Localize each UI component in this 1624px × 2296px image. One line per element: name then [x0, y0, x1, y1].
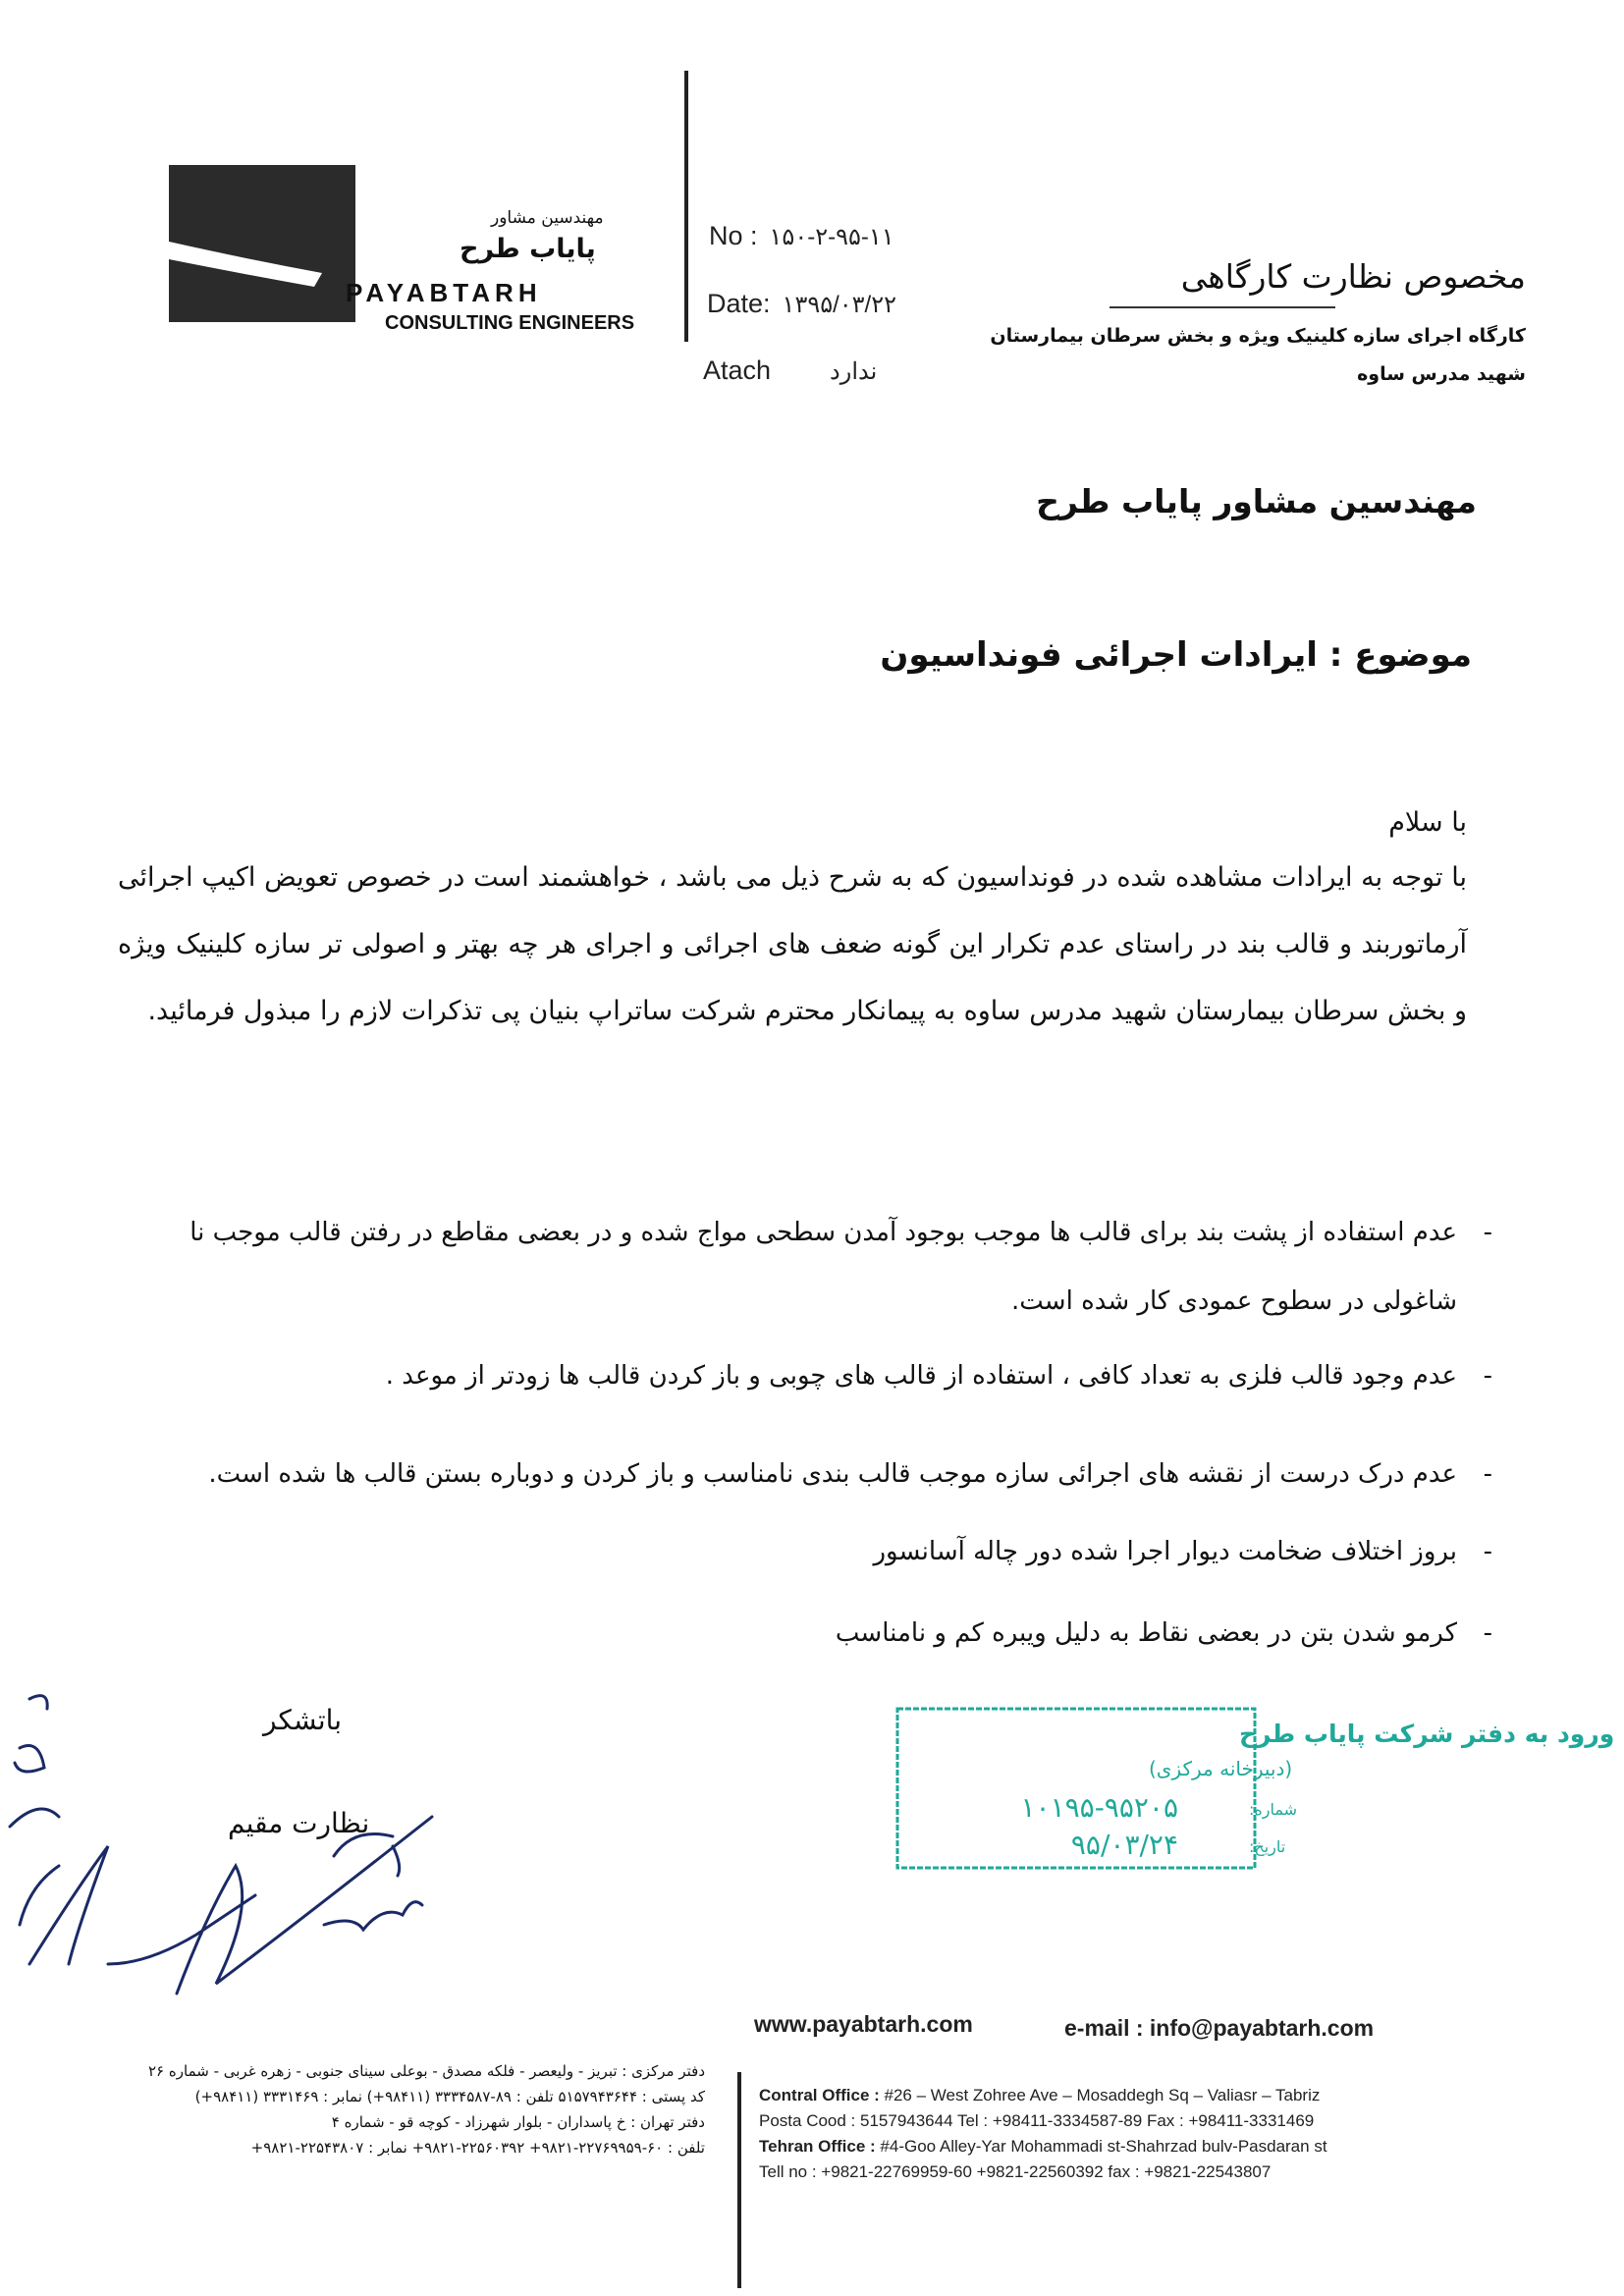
letter-number-label: No : — [709, 221, 758, 250]
list-item — [385, 1361, 1492, 1391]
stamp-number-value: ۱۰۱۹۵-۹۵۲۰۵ — [1020, 1791, 1178, 1824]
list-item-text: بروز اختلاف ضخامت دیوار اجرا شده دور چاله آسانسور — [873, 1537, 1457, 1566]
closing-thanks: باتشکر — [263, 1704, 343, 1736]
reception-stamp — [893, 1705, 1615, 1872]
stamp-date-label: تاریخ: — [1249, 1837, 1286, 1856]
handwritten-signature — [0, 1669, 511, 2043]
letter-attachment-label: Atach — [703, 355, 772, 385]
footer-fa-line: دفتر تهران : خ پاسداران - بلوار شهرزاد - کوچه قو - شماره ۴ — [331, 2113, 705, 2131]
list-item-text: کرمو شدن بتن در بعضی نقاط به دلیل ویبره کم و نامناسب — [835, 1618, 1457, 1648]
list-dash: - — [1483, 1459, 1492, 1489]
list-dash: - — [1483, 1218, 1492, 1247]
letter-number-value: ۱۵۰-۲-۹۵-۱۱ — [769, 224, 894, 250]
stamp-number-label: شماره: — [1249, 1800, 1298, 1819]
footer-en-tehran-office — [759, 2137, 1327, 2157]
recipient: مهندسین مشاور پایاب طرح — [1036, 482, 1477, 520]
subject: موضوع : ایرادات اجرائی فونداسیون — [880, 635, 1472, 675]
list-dash: - — [1483, 1537, 1492, 1566]
letter-date-value: ۱۳۹۵/۰۳/۲۲ — [782, 292, 897, 318]
greeting: با سلام — [1388, 807, 1467, 838]
payabtarh-logo-icon — [169, 165, 355, 322]
letter-date — [707, 289, 896, 319]
supervision-underline — [1110, 306, 1335, 308]
list-item-text: عدم وجود قالب فلزی به تعداد کافی ، استفاده از قالب های چوبی و باز کردن قالب ها زودتر از موعد . — [385, 1361, 1457, 1391]
footer-en-tehran-label: Tehran Office : — [759, 2137, 876, 2156]
website-link[interactable]: www.payabtarh.com — [754, 2011, 973, 2037]
header-divider — [684, 71, 688, 342]
list-item — [112, 1198, 1492, 1336]
supervision-site-line: کارگاه اجرای سازه کلینیک ویژه و بخش سرطان بیمارستان — [990, 325, 1526, 347]
letter-attachment — [703, 355, 877, 386]
supervision-title: مخصوص نظارت کارگاهی — [1180, 257, 1526, 296]
list-dash: - — [1483, 1361, 1492, 1391]
list-item-text: عدم درک درست از نقشه های اجرائی سازه موجب قالب بندی نامناسب و باز کردن و دوباره بستن قالب ها شده است. — [208, 1459, 1457, 1489]
letterhead-en-name: PAYABTARH — [346, 278, 542, 307]
email-address[interactable]: e-mail : info@payabtarh.com — [1064, 2015, 1375, 2041]
letter-attachment-value: ندارد — [830, 358, 878, 385]
footer-fa-line: دفتر مرکزی : تبریز - ولیعصر - فلکه مصدق - بوعلی سینای جنوبی - زهره غربی - شماره ۲۶ — [148, 2062, 705, 2080]
supervision-site-line-2: شهید مدرس ساوه — [1357, 363, 1526, 385]
footer-en-central-label: Contral Office : — [759, 2086, 880, 2105]
footer-en-tehran-value: #4-Goo Alley-Yar Mohammadi st-Shahrzad bulv-Pasdaran st — [875, 2137, 1327, 2156]
stamp-line1: ورود به دفتر شرکت پایاب طرح — [1239, 1720, 1615, 1748]
list-item — [208, 1459, 1492, 1489]
list-item — [835, 1618, 1492, 1648]
list-dash: - — [1483, 1618, 1492, 1648]
body-paragraph: با توجه به ایرادات مشاهده شده در فونداسیون که به شرح ذیل می باشد ، خواهشمند است در خصوص تعویض اکیپ اجرائی آرماتوربند و قالب بند در راستای عدم تکرار این گونه ضعف های اجرائی و اجرای هر چه بهتر و اصولی تر سازه کلینیک ویژه و بخش سرطان بیمارستان شهید مدرس ساوه به پیمانکار محترم شرکت ساتراپ بنیان پی تذکرات لازم را مبذول فرمائید. — [118, 862, 1467, 1026]
list-item — [873, 1537, 1492, 1566]
footer-divider — [737, 2072, 741, 2288]
letterhead-en-subtitle: CONSULTING ENGINEERS — [385, 312, 635, 334]
letter-number — [709, 221, 894, 251]
letterhead-fa-small: مهندسین مشاور — [491, 208, 604, 228]
footer-en-post: Posta Cood : 5157943644 Tel : +98411-3334587-89 Fax : +98411-3331469 — [759, 2111, 1315, 2130]
footer-en-central-office — [759, 2086, 1320, 2105]
footer-fa-line: کد پستی : ۵۱۵۷۹۴۳۶۴۴ تلفن : ۸۹-۳۳۳۴۵۸۷ (۹۸۴۱۱+) نمابر : ۳۳۳۱۴۶۹ (۹۸۴۱۱+) — [194, 2088, 705, 2105]
footer-en-central-value: #26 – West Zohree Ave – Mosaddegh Sq – Valiasr – Tabriz — [879, 2086, 1321, 2105]
footer-fa-line: تلفن : ۶۰-۲۲۷۶۹۹۵۹-۹۸۲۱+ ۲۲۵۶۰۳۹۲-۹۸۲۱+ نمابر : ۲۲۵۴۳۸۰۷-۹۸۲۱+ — [250, 2139, 705, 2157]
list-item-text: عدم استفاده از پشت بند برای قالب ها موجب بوجود آمدن سطحی مواج شده و در بعضی مقاطع در رفتن قالب موجب نا شاغولی در سطوح عمودی کار شده است. — [189, 1218, 1457, 1316]
letterhead-fa-name: پایاب طرح — [460, 234, 596, 264]
closing-signatory: نظارت مقیم — [228, 1807, 370, 1839]
stamp-line2: (دبیرخانه مرکزی) — [1149, 1757, 1293, 1780]
letter-date-label: Date: — [707, 289, 771, 318]
stamp-date-value: ۹۵/۰۳/۲۴ — [1070, 1829, 1178, 1861]
footer-en-tel: Tell no : +9821-22769959-60 +9821-22560392 fax : +9821-22543807 — [759, 2162, 1272, 2181]
